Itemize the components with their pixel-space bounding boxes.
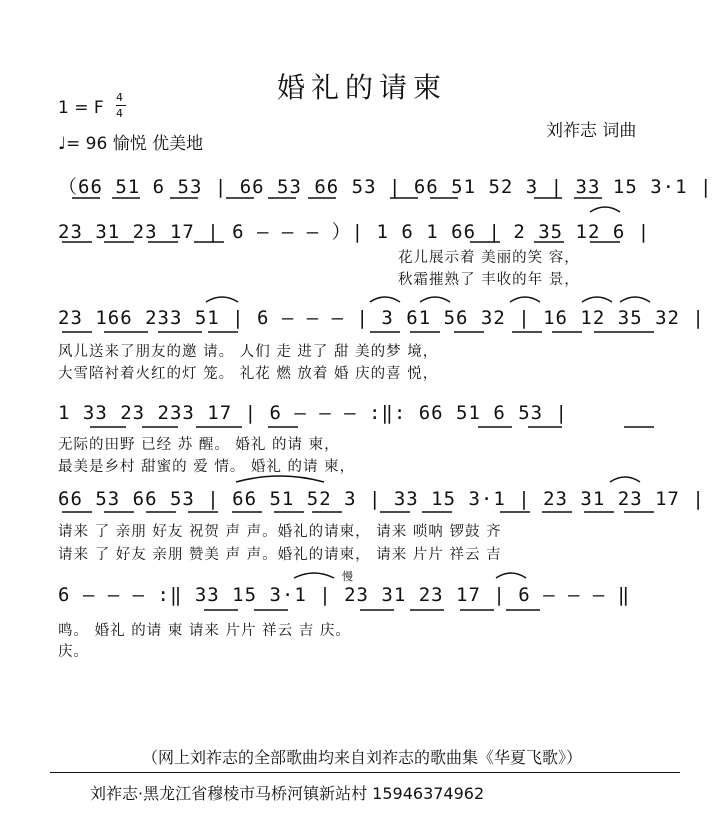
time-signature-bottom: 4 (116, 107, 123, 120)
score-row-1: （66 51 6 53 | 66 53 66 53 | 66 51 52 3 | 33 15 3·1 | (58, 176, 713, 198)
lyric-row-6-verse-2: 庆。 (58, 644, 89, 660)
footer-note: （网上刘祚志的全部歌曲均来自刘祚志的歌曲集《华夏飞歌》） (141, 748, 582, 767)
lyric-row-5-verse-2: 请来 了 好友 亲朋 赞美 声 声。婚礼的请柬， 请来 片片 祥云 吉 (58, 547, 502, 563)
score-row-6: 6 — — — :‖ 33 15 3·1 | 23 31 23 17 | 6 — — — ‖ (58, 584, 631, 606)
song-title: 婚礼的请柬 (276, 71, 447, 104)
lyric-row-5-verse-1: 请来 了 亲朋 好友 祝贺 声 声。婚礼的请柬， 请来 唢呐 锣鼓 齐 (58, 524, 502, 540)
lyric-row-3-verse-2: 大雪陪衬着火红的灯 笼。 礼花 燃 放着 婚 庆的喜 悦， (58, 366, 439, 382)
score-row-5: 66 53 66 53 | 66 51 52 3 | 33 15 3·1 | 23 31 23 17 | (58, 488, 705, 510)
lyric-row-2-verse-1: 花儿展示着 美丽的笑 容， (398, 250, 580, 266)
key-signature: 1 = F (58, 98, 104, 118)
lyric-row-6-verse-1: 鸣。 婚礼 的请 柬 请来 片片 祥云 吉 庆。 (58, 623, 351, 639)
footer-divider (50, 772, 680, 773)
lyric-row-3-verse-1: 风儿送来了朋友的邀 请。 人们 走 进了 甜 美的梦 境， (58, 344, 439, 360)
lyric-row-4-verse-2: 最美是乡村 甜蜜的 爱 情。 婚礼 的请 柬， (58, 459, 356, 475)
time-signature-top: 4 (116, 91, 123, 104)
score-row-2: 23 31 23 17 | 6 — — — ）| 1 6 1 66 | 2 35 12 6 | (58, 221, 651, 243)
lyric-row-4-verse-1: 无际的田野 已经 苏 醒。 婚礼 的请 柬， (58, 437, 340, 453)
author-credit: 刘祚志 词曲 (546, 121, 637, 141)
score-row-4: 1 33 23 233 17 | 6 — — — :‖: 66 51 6 53 | (58, 402, 568, 424)
lyric-row-2-verse-2: 秋霜摧熟了 丰收的年 景， (398, 272, 580, 288)
tempo-slow-mark: 慢 (342, 570, 353, 583)
score-row-3: 23 166 233 51 | 6 — — — | 3 61 56 32 | 16 12 35 32 | (58, 307, 705, 329)
footer-contact: 刘祚志·黑龙江省穆棱市马桥河镇新站村 15946374962 (90, 784, 485, 803)
tempo-marking: ♩= 96 愉悦 优美地 (58, 134, 204, 154)
